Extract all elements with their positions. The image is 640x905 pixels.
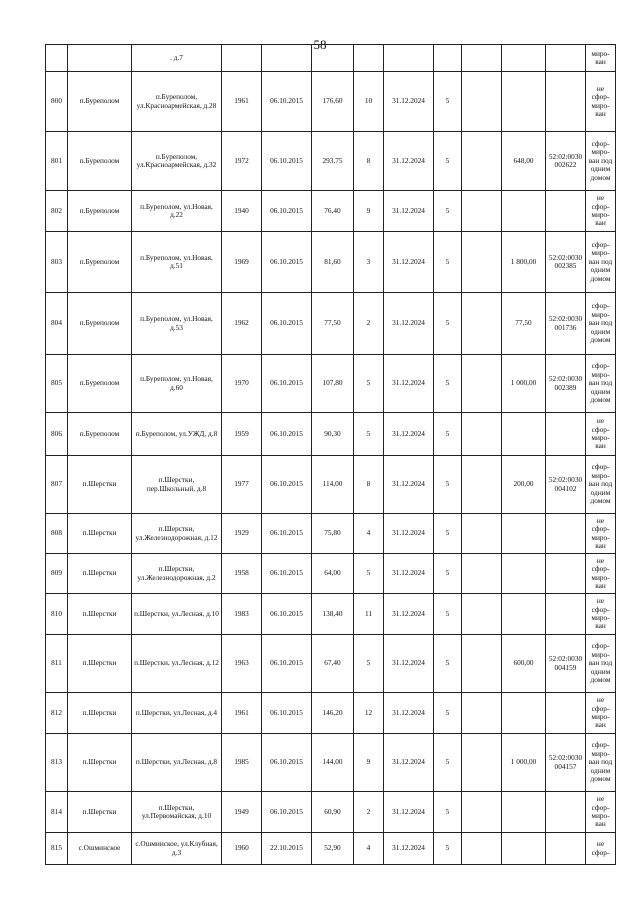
record-date-cell: 06.10.2015 <box>262 456 312 514</box>
table-row <box>46 413 616 456</box>
area-cell: 52,90 <box>312 833 354 865</box>
area-cell: 293,75 <box>312 132 354 191</box>
cadastral-number-cell <box>546 191 586 232</box>
valid-until-cell: 31.12.2024 <box>384 191 434 232</box>
land-area-cell: 1 000,00 <box>502 734 546 792</box>
row-number-cell: 812 <box>46 693 68 734</box>
address-cell: п.Буреполом, ул.УЖД, д.8 <box>132 413 222 456</box>
extra-cell <box>462 792 502 833</box>
record-date-cell: 06.10.2015 <box>262 734 312 792</box>
valid-until-cell: 31.12.2024 <box>384 792 434 833</box>
area-cell: 146,20 <box>312 693 354 734</box>
residents-cell: 4 <box>354 514 384 554</box>
cadastral-number-cell <box>546 554 586 594</box>
valid-until-cell: 31.12.2024 <box>384 132 434 191</box>
settlement-cell: п.Шерстки <box>68 456 132 514</box>
record-date-cell: 06.10.2015 <box>262 355 312 413</box>
address-cell: п.Буреполом, ул.Новая, д.22 <box>132 191 222 232</box>
table-row <box>46 514 616 554</box>
term-cell: 5 <box>434 355 462 413</box>
residents-cell: 5 <box>354 355 384 413</box>
build-year-cell: 1985 <box>222 734 262 792</box>
area-cell: 76,40 <box>312 191 354 232</box>
settlement-cell: п.Буреполом <box>68 232 132 293</box>
record-date-cell <box>262 45 312 72</box>
term-cell: 5 <box>434 554 462 594</box>
row-number-cell: 803 <box>46 232 68 293</box>
residents-cell: 5 <box>354 554 384 594</box>
land-area-cell <box>502 413 546 456</box>
extra-cell <box>462 232 502 293</box>
row-number-cell: 811 <box>46 635 68 693</box>
record-date-cell: 22.10.2015 <box>262 833 312 865</box>
area-cell <box>312 45 354 72</box>
build-year-cell: 1958 <box>222 554 262 594</box>
term-cell: 5 <box>434 456 462 514</box>
land-status-cell: сфор-миро-ван под одним домом <box>586 456 616 514</box>
record-date-cell: 06.10.2015 <box>262 693 312 734</box>
term-cell: 5 <box>434 833 462 865</box>
build-year-cell: 1929 <box>222 514 262 554</box>
build-year-cell: 1963 <box>222 635 262 693</box>
settlement-cell: п.Буреполом <box>68 191 132 232</box>
residents-cell: 11 <box>354 594 384 635</box>
settlement-cell: п.Шерстки <box>68 514 132 554</box>
build-year-cell: 1969 <box>222 232 262 293</box>
settlement-cell: п.Шерстки <box>68 635 132 693</box>
row-number-cell: 806 <box>46 413 68 456</box>
extra-cell <box>462 45 502 72</box>
residents-cell: 9 <box>354 191 384 232</box>
area-cell: 144,00 <box>312 734 354 792</box>
row-number-cell: 813 <box>46 734 68 792</box>
land-area-cell: 1 800,00 <box>502 232 546 293</box>
area-cell: 176,60 <box>312 72 354 132</box>
table-row <box>46 554 616 594</box>
row-number-cell: 801 <box>46 132 68 191</box>
valid-until-cell: 31.12.2024 <box>384 833 434 865</box>
area-cell: 90,30 <box>312 413 354 456</box>
cadastral-number-cell <box>546 693 586 734</box>
cadastral-number-cell <box>546 833 586 865</box>
land-status-cell: не сфор-миро-ван <box>586 191 616 232</box>
term-cell <box>434 45 462 72</box>
cadastral-number-cell: 52:02:0030004159 <box>546 635 586 693</box>
build-year-cell: 1970 <box>222 355 262 413</box>
table-row <box>46 792 616 833</box>
land-status-cell: не сфор-миро-ван <box>586 554 616 594</box>
page-number: 58 <box>313 37 327 52</box>
cadastral-number-cell <box>546 413 586 456</box>
row-number-cell: 805 <box>46 355 68 413</box>
settlement-cell: п.Буреполом <box>68 355 132 413</box>
valid-until-cell: 31.12.2024 <box>384 514 434 554</box>
extra-cell <box>462 594 502 635</box>
term-cell: 5 <box>434 514 462 554</box>
record-date-cell: 06.10.2015 <box>262 514 312 554</box>
extra-cell <box>462 413 502 456</box>
cadastral-number-cell: 52:02:0030002622 <box>546 132 586 191</box>
land-status-cell: сфор-миро-ван под одним домом <box>586 132 616 191</box>
cadastral-number-cell <box>546 72 586 132</box>
area-cell: 81,60 <box>312 232 354 293</box>
address-cell: с.Ошминское, ул.Клубная, д.3 <box>132 833 222 865</box>
table-row <box>46 456 616 514</box>
valid-until-cell: 31.12.2024 <box>384 734 434 792</box>
residents-cell: 10 <box>354 72 384 132</box>
valid-until-cell <box>384 45 434 72</box>
address-cell: п.Шерстки, ул.Лесная, д.8 <box>132 734 222 792</box>
valid-until-cell: 31.12.2024 <box>384 413 434 456</box>
table-row <box>46 232 616 293</box>
build-year-cell: 1983 <box>222 594 262 635</box>
settlement-cell: п.Шерстки <box>68 554 132 594</box>
housing-register-table <box>45 44 616 865</box>
cadastral-number-cell <box>546 45 586 72</box>
valid-until-cell: 31.12.2024 <box>384 594 434 635</box>
land-status-cell: миро-ван <box>586 45 616 72</box>
record-date-cell: 06.10.2015 <box>262 132 312 191</box>
land-area-cell <box>502 693 546 734</box>
extra-cell <box>462 514 502 554</box>
build-year-cell: 1959 <box>222 413 262 456</box>
settlement-cell: п.Шерстки <box>68 693 132 734</box>
land-area-cell <box>502 514 546 554</box>
residents-cell: 5 <box>354 413 384 456</box>
extra-cell <box>462 554 502 594</box>
residents-cell <box>354 45 384 72</box>
land-status-cell: не сфор-миро-ван <box>586 693 616 734</box>
land-area-cell <box>502 594 546 635</box>
valid-until-cell: 31.12.2024 <box>384 232 434 293</box>
record-date-cell: 06.10.2015 <box>262 792 312 833</box>
land-status-cell: не сфор-миро-ван <box>586 72 616 132</box>
extra-cell <box>462 734 502 792</box>
record-date-cell: 06.10.2015 <box>262 232 312 293</box>
table-row <box>46 833 616 865</box>
settlement-cell <box>68 45 132 72</box>
build-year-cell: 1972 <box>222 132 262 191</box>
build-year-cell: 1949 <box>222 792 262 833</box>
area-cell: 114,00 <box>312 456 354 514</box>
address-cell: п.Шерстки, ул.Железнодорожная, д.2 <box>132 554 222 594</box>
address-cell: п.Шерстки, ул.Железнодорожная, д.12 <box>132 514 222 554</box>
record-date-cell: 06.10.2015 <box>262 191 312 232</box>
record-date-cell: 06.10.2015 <box>262 293 312 355</box>
build-year-cell: 1961 <box>222 72 262 132</box>
term-cell: 5 <box>434 191 462 232</box>
land-area-cell <box>502 554 546 594</box>
row-number-cell: 815 <box>46 833 68 865</box>
build-year-cell: 1940 <box>222 191 262 232</box>
address-cell: п.Шерстки, ул.Лесная, д.10 <box>132 594 222 635</box>
area-cell: 60,90 <box>312 792 354 833</box>
build-year-cell: 1961 <box>222 693 262 734</box>
settlement-cell: п.Буреполом <box>68 132 132 191</box>
settlement-cell: с.Ошминское <box>68 833 132 865</box>
term-cell: 5 <box>434 693 462 734</box>
land-area-cell <box>502 72 546 132</box>
residents-cell: 8 <box>354 456 384 514</box>
cadastral-number-cell: 52:02:0030001736 <box>546 293 586 355</box>
row-number-cell: 808 <box>46 514 68 554</box>
land-area-cell <box>502 792 546 833</box>
land-status-cell: сфор-миро-ван под одним домом <box>586 355 616 413</box>
term-cell: 5 <box>434 635 462 693</box>
term-cell: 5 <box>434 734 462 792</box>
row-number-cell: 807 <box>46 456 68 514</box>
settlement-cell: п.Буреполом <box>68 293 132 355</box>
record-date-cell: 06.10.2015 <box>262 635 312 693</box>
land-status-cell: не сфор-миро-ван <box>586 514 616 554</box>
land-area-cell: 600,00 <box>502 635 546 693</box>
area-cell: 77,50 <box>312 293 354 355</box>
land-area-cell <box>502 833 546 865</box>
row-number-cell: 802 <box>46 191 68 232</box>
cadastral-number-cell <box>546 514 586 554</box>
build-year-cell: 1962 <box>222 293 262 355</box>
term-cell: 5 <box>434 792 462 833</box>
residents-cell: 12 <box>354 693 384 734</box>
table-row <box>46 734 616 792</box>
address-cell: п.Буреполом, ул.Новая, д.53 <box>132 293 222 355</box>
row-number-cell: 800 <box>46 72 68 132</box>
cadastral-number-cell: 52:02:0030004157 <box>546 734 586 792</box>
settlement-cell: п.Шерстки <box>68 792 132 833</box>
address-cell: п.Шерстки, ул.Первомайская, д.10 <box>132 792 222 833</box>
land-area-cell <box>502 191 546 232</box>
residents-cell: 8 <box>354 132 384 191</box>
settlement-cell: п.Буреполом <box>68 72 132 132</box>
record-date-cell: 06.10.2015 <box>262 72 312 132</box>
residents-cell: 5 <box>354 635 384 693</box>
extra-cell <box>462 191 502 232</box>
extra-cell <box>462 355 502 413</box>
row-number-cell: 809 <box>46 554 68 594</box>
table-row <box>46 72 616 132</box>
row-number-cell: 810 <box>46 594 68 635</box>
valid-until-cell: 31.12.2024 <box>384 635 434 693</box>
extra-cell <box>462 293 502 355</box>
settlement-cell: п.Шерстки <box>68 734 132 792</box>
area-cell: 75,80 <box>312 514 354 554</box>
valid-until-cell: 31.12.2024 <box>384 456 434 514</box>
area-cell: 138,40 <box>312 594 354 635</box>
land-area-cell: 77,50 <box>502 293 546 355</box>
address-cell: п.Буреполом, ул.Красноармейская, д.32 <box>132 132 222 191</box>
land-status-cell: не сфор- <box>586 833 616 865</box>
address-cell: п.Шерстки, ул.Лесная, д.12 <box>132 635 222 693</box>
record-date-cell: 06.10.2015 <box>262 594 312 635</box>
table-body <box>46 45 616 865</box>
term-cell: 5 <box>434 232 462 293</box>
land-area-cell: 200,00 <box>502 456 546 514</box>
term-cell: 5 <box>434 413 462 456</box>
extra-cell <box>462 833 502 865</box>
valid-until-cell: 31.12.2024 <box>384 355 434 413</box>
term-cell: 5 <box>434 293 462 355</box>
area-cell: 107,80 <box>312 355 354 413</box>
table-row <box>46 635 616 693</box>
term-cell: 5 <box>434 132 462 191</box>
extra-cell <box>462 72 502 132</box>
extra-cell <box>462 456 502 514</box>
row-number-cell <box>46 45 68 72</box>
residents-cell: 2 <box>354 792 384 833</box>
address-cell: п.Буреполом, ул.Красноармейская, д.28 <box>132 72 222 132</box>
row-number-cell: 814 <box>46 792 68 833</box>
land-area-cell: 1 000,00 <box>502 355 546 413</box>
term-cell: 5 <box>434 72 462 132</box>
table-row <box>46 594 616 635</box>
land-area-cell: 648,00 <box>502 132 546 191</box>
land-status-cell: не сфор-миро-ван <box>586 792 616 833</box>
cadastral-number-cell: 52:02:0030002385 <box>546 232 586 293</box>
build-year-cell <box>222 45 262 72</box>
residents-cell: 9 <box>354 734 384 792</box>
valid-until-cell: 31.12.2024 <box>384 72 434 132</box>
land-status-cell: сфор-миро-ван под одним домом <box>586 734 616 792</box>
valid-until-cell: 31.12.2024 <box>384 554 434 594</box>
extra-cell <box>462 132 502 191</box>
land-status-cell: не сфор-миро-ван <box>586 594 616 635</box>
area-cell: 67,40 <box>312 635 354 693</box>
cadastral-number-cell: 52:02:0030002389 <box>546 355 586 413</box>
build-year-cell: 1960 <box>222 833 262 865</box>
settlement-cell: п.Буреполом <box>68 413 132 456</box>
address-cell: п.Шерстки, ул.Лесная, д.4 <box>132 693 222 734</box>
table-row <box>46 693 616 734</box>
land-status-cell: сфор-миро-ван под одним домом <box>586 635 616 693</box>
land-status-cell: сфор-миро-ван под одним домом <box>586 232 616 293</box>
extra-cell <box>462 693 502 734</box>
address-cell: п.Буреполом, ул.Новая, д.51 <box>132 232 222 293</box>
cadastral-number-cell <box>546 792 586 833</box>
table-row <box>46 45 616 72</box>
build-year-cell: 1977 <box>222 456 262 514</box>
record-date-cell: 06.10.2015 <box>262 554 312 594</box>
land-area-cell <box>502 45 546 72</box>
address-cell: п.Буреполом, ул.Новая, д.60 <box>132 355 222 413</box>
settlement-cell: п.Шерстки <box>68 594 132 635</box>
table-row <box>46 355 616 413</box>
table-row <box>46 191 616 232</box>
term-cell: 5 <box>434 594 462 635</box>
area-cell: 64,00 <box>312 554 354 594</box>
record-date-cell: 06.10.2015 <box>262 413 312 456</box>
address-cell: п.Шерстки, пер.Школьный, д.8 <box>132 456 222 514</box>
extra-cell <box>462 635 502 693</box>
land-status-cell: не сфор-миро-ван <box>586 413 616 456</box>
residents-cell: 3 <box>354 232 384 293</box>
cadastral-number-cell <box>546 594 586 635</box>
cadastral-number-cell: 52:02:0030004102 <box>546 456 586 514</box>
table-row <box>46 293 616 355</box>
address-cell: . д.7 <box>132 45 222 72</box>
row-number-cell: 804 <box>46 293 68 355</box>
residents-cell: 4 <box>354 833 384 865</box>
table-row <box>46 132 616 191</box>
residents-cell: 2 <box>354 293 384 355</box>
valid-until-cell: 31.12.2024 <box>384 693 434 734</box>
land-status-cell: сфор-миро-ван под одним домом <box>586 293 616 355</box>
valid-until-cell: 31.12.2024 <box>384 293 434 355</box>
